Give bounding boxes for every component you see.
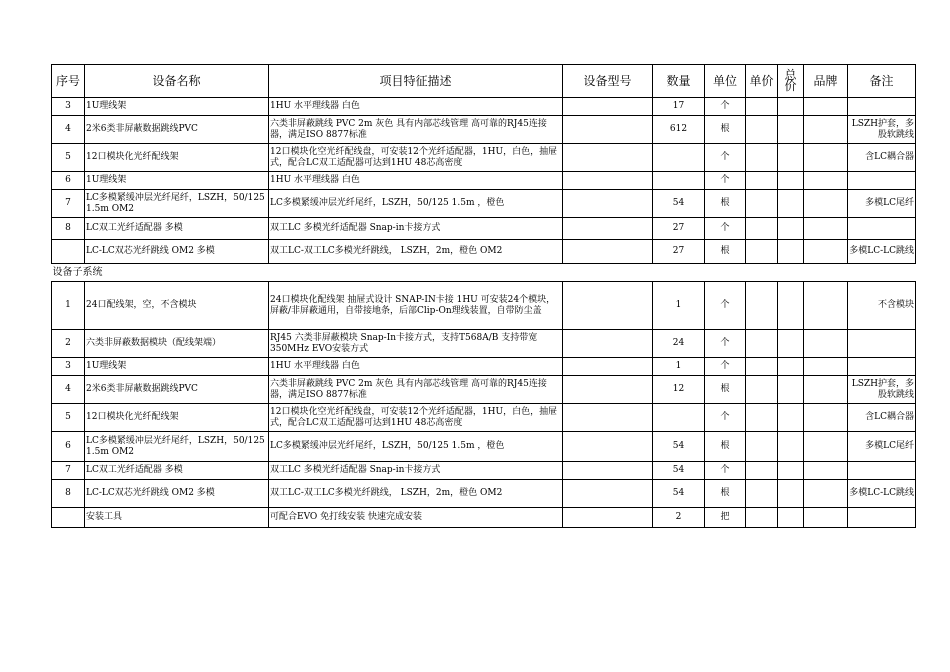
unit: 个 [705,144,746,172]
feature-description: 双工LC 多模光纤适配器 Snap-in卡接方式 [269,462,563,480]
feature-description: 1HU 水平理线器 白色 [269,172,563,190]
device-model [563,330,653,358]
remark [848,218,916,240]
device-model [563,144,653,172]
remark: 多模LC-LC跳线 [848,240,916,264]
brand [804,144,848,172]
row-number [52,508,85,528]
table-row [52,330,916,358]
unit-price [746,508,778,528]
total-price [778,218,804,240]
row-number: 3 [52,98,85,116]
total-price [778,116,804,144]
section-title: 设备子系统 [52,264,916,282]
total-price [778,98,804,116]
device-name: 1U理线架 [85,98,269,116]
row-number: 2 [52,330,85,358]
feature-description: 双工LC 多模光纤适配器 Snap-in卡接方式 [269,218,563,240]
row-number: 7 [52,462,85,480]
quantity: 54 [653,432,705,462]
device-model [563,282,653,330]
feature-description: 六类非屏蔽跳线 PVC 2m 灰色 具有内部芯线管理 高可靠的RJ45连接器，满足ISO 8877标准 [269,376,563,404]
unit: 个 [705,462,746,480]
remark [848,508,916,528]
remark: 多模LC尾纤 [848,190,916,218]
quantity: 1 [653,358,705,376]
col-header: 数量 [653,65,705,98]
table-row [52,508,916,528]
device-name: 六类非屏蔽数据模块（配线架端） [85,330,269,358]
unit: 根 [705,480,746,508]
device-model [563,404,653,432]
brand [804,480,848,508]
total-price [778,462,804,480]
unit: 个 [705,358,746,376]
unit-price [746,480,778,508]
total-price [778,376,804,404]
total-price [778,480,804,508]
quantity: 17 [653,98,705,116]
brand [804,432,848,462]
table-row [52,282,916,330]
col-header: 品牌 [804,65,848,98]
feature-description: 24口模块化配线架 抽屉式设计 SNAP-IN卡接 1HU 可安装24个模块，屏蔽/非屏蔽通用，自带接地条，后部Clip-On理线装置，自带防尘盖 [269,282,563,330]
row-number: 8 [52,218,85,240]
col-header: 单位 [705,65,746,98]
feature-description: 1HU 水平理线器 白色 [269,98,563,116]
table-row [52,376,916,404]
feature-description: 双工LC-双工LC多模光纤跳线， LSZH，2m，橙色 OM2 [269,480,563,508]
quantity: 54 [653,480,705,508]
unit-price [746,432,778,462]
remark: 含LC耦合器 [848,144,916,172]
col-header: 备注 [848,65,916,98]
brand [804,172,848,190]
device-name: 2米6类非屏蔽数据跳线PVC [85,376,269,404]
table-row [52,480,916,508]
unit: 个 [705,172,746,190]
row-number: 5 [52,144,85,172]
unit-price [746,240,778,264]
table-row [52,172,916,190]
remark: LSZH护套，多股软跳线 [848,116,916,144]
quantity: 54 [653,190,705,218]
quantity: 24 [653,330,705,358]
table-row [52,116,916,144]
col-header: 设备型号 [563,65,653,98]
col-header: 项目特征描述 [269,65,563,98]
device-model [563,462,653,480]
device-name: 2米6类非屏蔽数据跳线PVC [85,116,269,144]
unit-price [746,190,778,218]
device-name: LC双工光纤适配器 多模 [85,462,269,480]
table-row [52,144,916,172]
feature-description: 1HU 水平理线器 白色 [269,358,563,376]
total-price [778,240,804,264]
quantity: 612 [653,116,705,144]
device-model [563,218,653,240]
feature-description: 12口模块化空光纤配线盘，可安装12个光纤适配器，1HU，白色，抽屉式，配合LC双工适配器可达到1HU 48芯高密度 [269,144,563,172]
unit-price [746,144,778,172]
feature-description: 六类非屏蔽跳线 PVC 2m 灰色 具有内部芯线管理 高可靠的RJ45连接器，满足ISO 8877标准 [269,116,563,144]
quantity [653,144,705,172]
unit-price [746,116,778,144]
device-name: 24口配线架，空，不含模块 [85,282,269,330]
remark: LSZH护套，多股软跳线 [848,376,916,404]
feature-description: LC多模紧缓冲层光纤尾纤，LSZH，50/125 1.5m ，橙色 [269,432,563,462]
unit: 根 [705,240,746,264]
row-number: 1 [52,282,85,330]
quantity [653,172,705,190]
device-model [563,172,653,190]
total-price [778,330,804,358]
col-header: 设备名称 [85,65,269,98]
device-name: LC-LC双芯光纤跳线 OM2 多模 [85,240,269,264]
unit-price [746,282,778,330]
unit: 个 [705,404,746,432]
brand [804,508,848,528]
brand [804,98,848,116]
remark: 含LC耦合器 [848,404,916,432]
remark [848,330,916,358]
remark: 多模LC尾纤 [848,432,916,462]
unit: 根 [705,116,746,144]
remark [848,462,916,480]
brand [804,376,848,404]
row-number: 3 [52,358,85,376]
total-price [778,508,804,528]
device-name: 1U理线架 [85,358,269,376]
device-name: LC多模紧缓冲层光纤尾纤，LSZH，50/125 1.5m OM2 [85,432,269,462]
brand [804,358,848,376]
device-model [563,240,653,264]
quantity: 27 [653,218,705,240]
quantity: 54 [653,462,705,480]
brand [804,116,848,144]
row-number: 6 [52,432,85,462]
total-price [778,404,804,432]
row-number: 6 [52,172,85,190]
unit-price [746,218,778,240]
remark [848,358,916,376]
device-model [563,358,653,376]
device-model [563,116,653,144]
col-header: 总价 [778,65,804,98]
feature-description: LC多模紧缓冲层光纤尾纤，LSZH，50/125 1.5m ，橙色 [269,190,563,218]
table-row [52,432,916,462]
brand [804,462,848,480]
quantity: 27 [653,240,705,264]
brand [804,218,848,240]
col-header: 单价 [746,65,778,98]
feature-description: 可配合EVO 免打线安装 快速完成安装 [269,508,563,528]
quantity: 12 [653,376,705,404]
unit: 根 [705,190,746,218]
unit: 个 [705,330,746,358]
table-row [52,240,916,264]
table-row [52,218,916,240]
table-row [52,358,916,376]
unit: 个 [705,282,746,330]
brand [804,404,848,432]
row-number: 5 [52,404,85,432]
equipment-table [51,64,916,528]
total-price [778,172,804,190]
row-number [52,240,85,264]
section-row [52,264,916,282]
unit-price [746,358,778,376]
remark [848,98,916,116]
device-name: 12口模块化光纤配线架 [85,404,269,432]
row-number: 4 [52,116,85,144]
device-model [563,508,653,528]
remark: 多模LC-LC跳线 [848,480,916,508]
brand [804,282,848,330]
device-name: 安装工具 [85,508,269,528]
unit-price [746,330,778,358]
unit-price [746,462,778,480]
row-number: 4 [52,376,85,404]
total-price [778,144,804,172]
unit-price [746,404,778,432]
device-name: LC-LC双芯光纤跳线 OM2 多模 [85,480,269,508]
remark: 不含模块 [848,282,916,330]
device-name: 12口模块化光纤配线架 [85,144,269,172]
table-row [52,190,916,218]
feature-description: 双工LC-双工LC多模光纤跳线， LSZH，2m，橙色 OM2 [269,240,563,264]
device-model [563,480,653,508]
row-number: 7 [52,190,85,218]
device-model [563,98,653,116]
device-model [563,190,653,218]
col-header: 序号 [52,65,85,98]
total-price [778,432,804,462]
device-name: LC多模紧缓冲层光纤尾纤，LSZH，50/125 1.5m OM2 [85,190,269,218]
feature-description: RJ45 六类非屏蔽模块 Snap-In卡接方式，支持T568A/B 支持带宽350MHz EVO安装方式 [269,330,563,358]
unit-price [746,172,778,190]
unit: 把 [705,508,746,528]
brand [804,240,848,264]
device-model [563,432,653,462]
device-model [563,376,653,404]
brand [804,330,848,358]
quantity: 2 [653,508,705,528]
remark [848,172,916,190]
total-price [778,190,804,218]
table-row [52,404,916,432]
table-row [52,462,916,480]
total-price [778,358,804,376]
total-price [778,282,804,330]
unit: 个 [705,98,746,116]
quantity: 1 [653,282,705,330]
device-name: 1U理线架 [85,172,269,190]
quantity [653,404,705,432]
device-name: LC双工光纤适配器 多模 [85,218,269,240]
unit-price [746,98,778,116]
unit-price [746,376,778,404]
unit: 根 [705,432,746,462]
brand [804,190,848,218]
unit: 根 [705,376,746,404]
unit: 个 [705,218,746,240]
row-number: 8 [52,480,85,508]
table-row [52,98,916,116]
feature-description: 12口模块化空光纤配线盘，可安装12个光纤适配器，1HU，白色，抽屉式，配合LC双工适配器可达到1HU 48芯高密度 [269,404,563,432]
header-row [52,65,916,98]
